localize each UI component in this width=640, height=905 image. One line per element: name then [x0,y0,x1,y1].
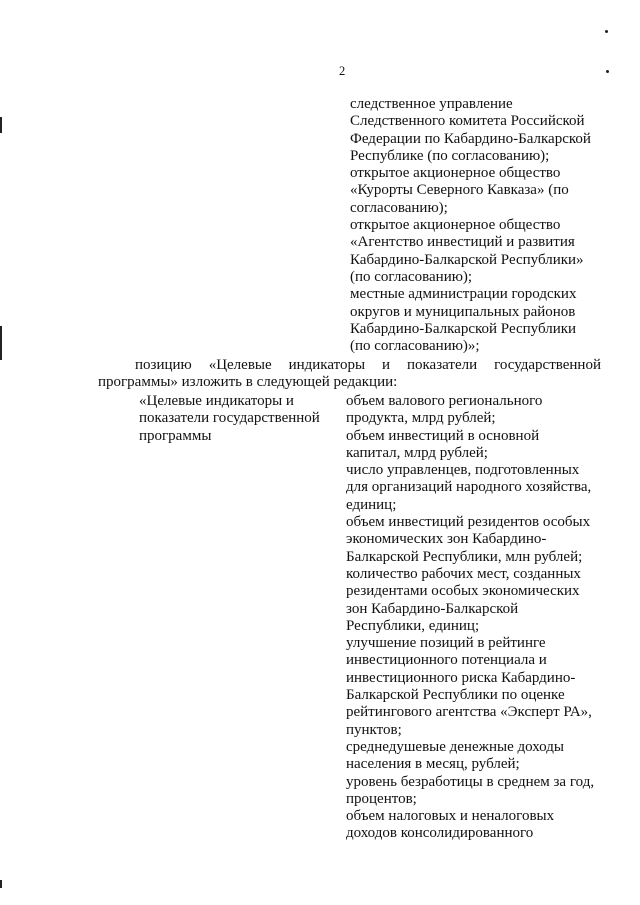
word: позицию [135,357,192,373]
text-line: доходов консолидированного [346,825,534,842]
text-line: среднедушевые денежные доходы [346,738,564,755]
scan-mark [605,30,608,33]
text-line: пунктов; [346,721,402,738]
intro-paragraph [98,357,601,392]
text-line: уровень безработицы в среднем за год, [346,773,595,790]
text-line: Федерации по Кабардино-Балкарской [350,130,591,147]
scan-mark [0,880,2,888]
text-line: объем налоговых и неналоговых [346,808,555,825]
text-line: согласованию); [350,199,448,216]
text-line: следственное управление [350,96,513,112]
text-line: Балкарской Республики по оценке [346,687,565,704]
text-line: Кабардино-Балкарской Республики» [350,251,584,268]
text-line: (по согласованию)»; [350,338,480,355]
text-line: инвестиционного риска Кабардино- [346,669,576,686]
text-line: объем валового регионального [346,393,543,409]
scan-mark [0,326,2,360]
text-line: Балкарской Республики, млн рублей; [346,548,583,565]
text-line: открытое акционерное общество [350,165,561,182]
intro-line-2: программы» изложить в следующей редакции: [98,374,398,391]
scan-mark [606,70,609,73]
text-line: зон Кабардино-Балкарской [346,600,519,617]
text-line: Кабардино-Балкарской Республики [350,320,577,337]
page-number: 2 [339,64,346,78]
text-line: количество рабочих мест, созданных [346,565,581,582]
text-line: рейтингового агентства «Эксперт РА», [346,704,592,721]
text-line: число управленцев, подготовленных [346,462,580,479]
text-line: для организаций народного хозяйства, [346,479,592,496]
text-line: Республики, единиц; [346,617,480,634]
text-line: округов и муниципальных районов [350,303,576,320]
scan-mark [0,117,2,133]
responsible-executors-list [350,96,620,355]
text-line: объем инвестиций в основной [346,427,540,444]
indicator-list [346,393,611,843]
text-line: «Агентство инвестиций и развития [350,234,575,251]
text-line: Следственного комитета Российской [350,113,585,130]
text-line: объем инвестиций резидентов особых [346,514,591,531]
text-line: показатели государственной [139,410,320,427]
word: и [382,357,391,373]
text-line: открытое акционерное общество [350,217,561,234]
text-line: процентов; [346,790,417,807]
text-line: Республике (по согласованию); [350,147,550,164]
text-line: программы [139,427,212,444]
text-line: капитал, млрд рублей; [346,444,488,461]
text-line: инвестиционного потенциала и [346,652,547,669]
text-line: продукта, млрд рублей; [346,410,496,427]
text-line: местные администрации городских [350,286,577,303]
word: показатели [406,357,478,373]
word: государственной [494,357,601,373]
word: «Целевые [208,357,272,373]
word: индикаторы [288,357,366,373]
text-line: (по согласованию); [350,268,473,285]
text-line: «Курорты Северного Кавказа» (по [350,182,569,199]
indicator-heading [139,393,339,445]
text-line: «Целевые индикаторы и [139,393,294,409]
text-line: улучшение позиций в рейтинге [346,635,546,652]
text-line: единиц; [346,496,397,513]
text-line: резидентами особых экономических [346,583,580,600]
text-line: экономических зон Кабардино- [346,531,547,548]
intro-line-1 [98,357,601,374]
text-line: населения в месяц, рублей; [346,756,520,773]
